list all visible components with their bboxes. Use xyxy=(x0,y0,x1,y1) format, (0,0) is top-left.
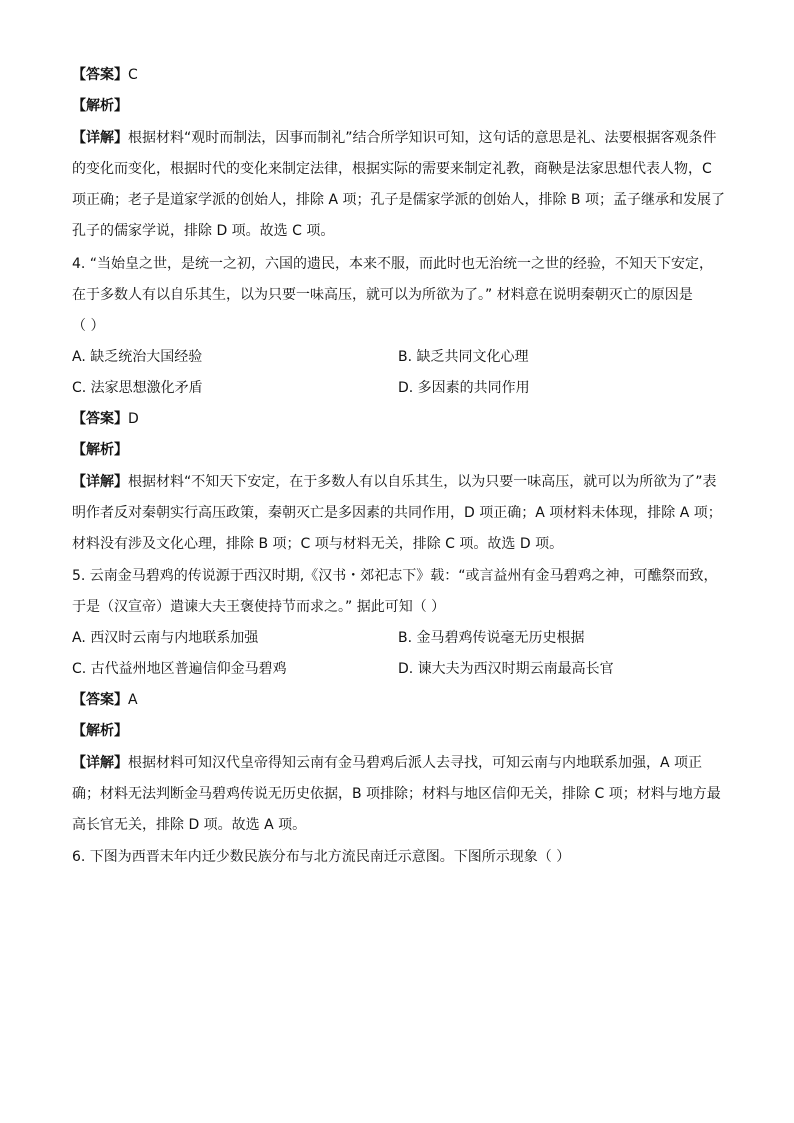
q5-option-b: B. 金马碧鸡传说毫无历史根据 xyxy=(398,630,585,646)
detail-label: 【详解】 xyxy=(72,130,128,146)
q4-analysis-label: 【解析】 xyxy=(72,442,128,458)
answer-value: A xyxy=(128,692,138,708)
q4-option-b: B. 缺乏共同文化心理 xyxy=(398,349,529,365)
q3-answer xyxy=(72,66,732,84)
q4-detail-line-2: 明作者反对秦朝实行高压政策，秦朝灭亡是多因素的共同作用，D 项正确；A 项材料未体现，排除 A 项； xyxy=(72,505,722,521)
q4-detail-line-1: 【详解】根据材料“不知天下安定，在于多数人有以自乐其生，以为只要一味高压，就可以为所欲为了”表 xyxy=(72,474,717,490)
q4-option-c: C. 法家思想激化矛盾 xyxy=(72,380,203,396)
answer-value: D xyxy=(128,411,139,427)
q5-option-c: C. 古代益州地区普遍信仰金马碧鸡 xyxy=(72,661,287,677)
q4-stem-line-2: 在于多数人有以自乐其生，以为只要一味高压，就可以为所欲为了。” 材料意在说明秦朝灭亡的原因是 xyxy=(72,287,693,303)
q5-analysis-label: 【解析】 xyxy=(72,723,128,739)
q5-stem-line-2: 于是（汉宣帝）遣谏大夫王褒使持节而求之。” 据此可知（ ） xyxy=(72,599,446,615)
q5-answer xyxy=(72,691,732,709)
q5-detail-line-2: 确；材料无法判断金马碧鸡传说无历史依据，B 项排除；材料与地区信仰无关，排除 C 项；材料与地方最 xyxy=(72,786,721,802)
answer-label: 【答案】 xyxy=(72,692,128,708)
answer-value: C xyxy=(128,67,138,83)
q5-detail-line-1: 【详解】根据材料可知汉代皇帝得知云南有金马碧鸡后派人去寻找，可知云南与内地联系加强，A 项正 xyxy=(72,755,703,771)
q4-option-d: D. 多因素的共同作用 xyxy=(398,380,530,396)
q4-stem-line-3: （ ） xyxy=(72,318,105,334)
q4-answer xyxy=(72,410,732,428)
q3-detail-line-4: 孔子的儒家学说，排除 D 项。故选 C 项。 xyxy=(72,223,335,239)
q3-detail-line-1: 【详解】根据材料“观时而制法，因事而制礼”结合所学知识可知，这句话的意思是礼、法要根据客观条件 xyxy=(72,130,717,146)
q4-stem-line-1: 4. “当始皇之世，是统一之初，六国的遗民，本来不服，而此时也无治统一之世的经验，不知天下安定， xyxy=(72,256,714,272)
q5-stem-line-1: 5. 云南金马碧鸡的传说源于西汉时期,《汉书・郊祀志下》载：“或言益州有金马碧鸡之神，可醮祭而致， xyxy=(72,568,718,584)
q3-detail-line-3: 项正确；老子是道家学派的创始人，排除 A 项；孔子是儒家学派的创始人，排除 B 项；孟子继承和发展了 xyxy=(72,192,725,208)
detail-label: 【详解】 xyxy=(72,474,128,490)
q5-option-d: D. 谏大夫为西汉时期云南最高长官 xyxy=(398,661,614,677)
q5-option-a: A. 西汉时云南与内地联系加强 xyxy=(72,630,259,646)
q3-analysis-label: 【解析】 xyxy=(72,98,128,114)
answer-label: 【答案】 xyxy=(72,411,128,427)
answer-label: 【答案】 xyxy=(72,67,128,83)
q5-detail-line-3: 高长官无关，排除 D 项。故选 A 项。 xyxy=(72,817,307,833)
q4-detail-line-3: 材料没有涉及文化心理，排除 B 项；C 项与材料无关，排除 C 项。故选 D 项。 xyxy=(72,536,564,552)
q3-detail-line-2: 的变化而变化，根据时代的变化来制定法律，根据实际的需要来制定礼教，商鞅是法家思想代表人物，C xyxy=(72,161,712,177)
q4-option-a: A. 缺乏统治大国经验 xyxy=(72,349,203,365)
q6-stem: 6. 下图为西晋末年内迁少数民族分布与北方流民南迁示意图。下图所示现象（ ） xyxy=(72,849,571,865)
detail-label: 【详解】 xyxy=(72,755,128,771)
